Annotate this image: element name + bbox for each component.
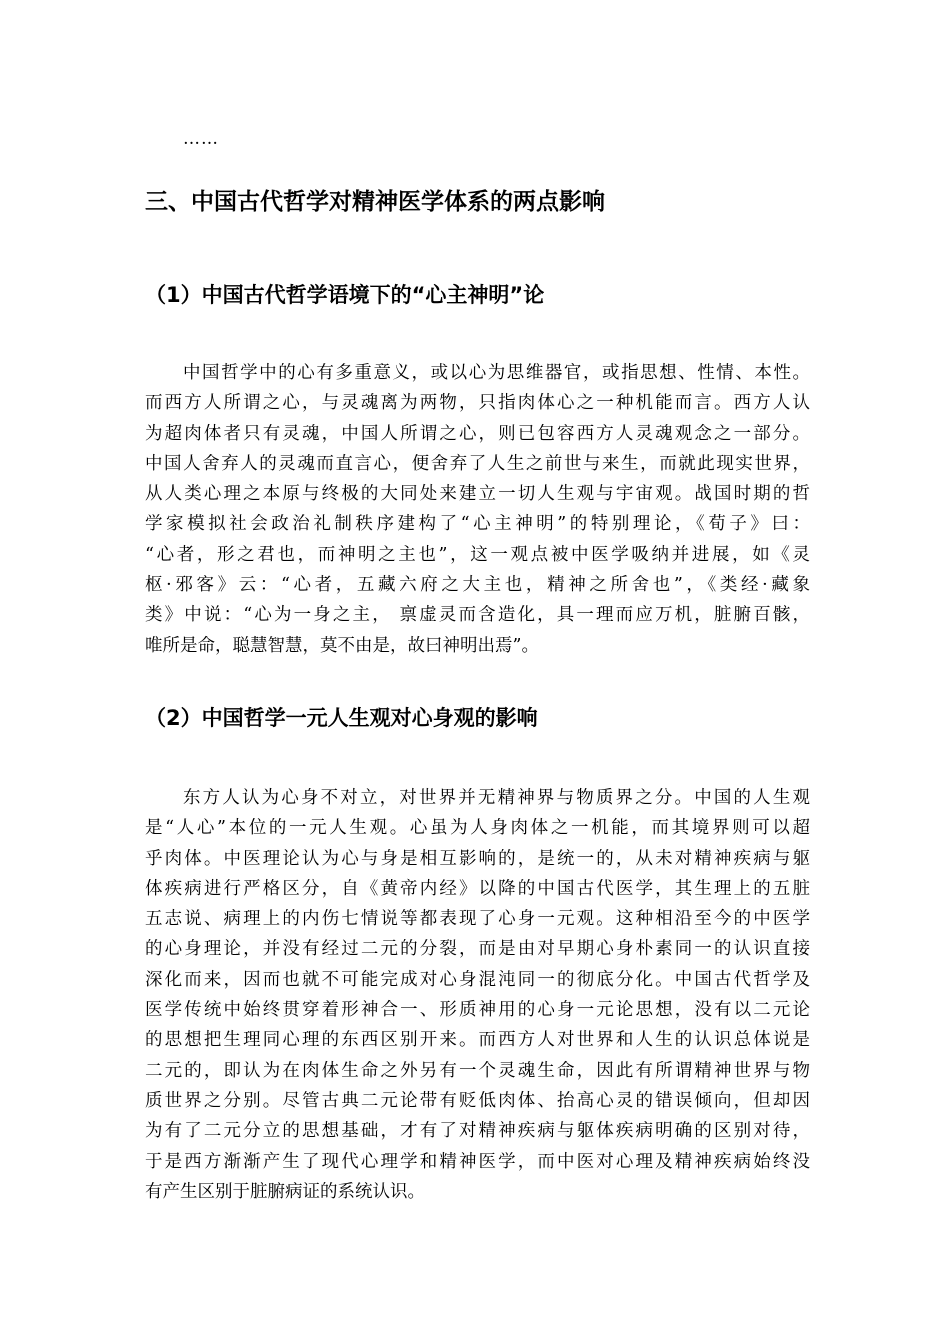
paragraph-line: 东方人认为心身不对立，对世界并无精神界与物质界之分。中国的人生观: [183, 788, 810, 808]
continuation-ellipsis: ……: [183, 129, 219, 149]
paragraph-line: 为有了二元分立的思想基础，才有了对精神疾病与躯体疾病明确的区别对待，: [145, 1121, 810, 1142]
paragraph-line: 深化而来，因而也就不可能完成对心身混沌同一的彻底分化。中国古代哲学及: [145, 969, 810, 990]
paragraph-line: 中国哲学中的心有多重意义，或以心为思维器官，或指思想、性情、本性。: [183, 363, 810, 383]
paragraph-line: 质世界之分别。尽管古典二元论带有贬低肉体、抬高心灵的错误倾向，但却因: [145, 1090, 810, 1111]
subsection-heading-1: （1）中国古代哲学语境下的“心主神明”论: [145, 283, 545, 307]
paragraph-line: 是“人心”本位的一元人生观。心虽为人身肉体之一机能，而其境界则可以超: [145, 818, 810, 839]
paragraph-line: 唯所是命，聪慧智慧，莫不由是，故曰神明出焉”。: [145, 635, 539, 656]
paragraph-line: 乎肉体。中医理论认为心与身是相互影响的，是统一的，从未对精神疾病与躯: [145, 848, 810, 869]
paragraph-line: 的思想把生理同心理的东西区别开来。而西方人对世界和人生的认识总体说是: [145, 1030, 810, 1051]
paragraph-line: 类》中说：“心为一身之主， 禀虚灵而含造化，具一理而应万机，脏腑百骸，: [145, 605, 810, 626]
paragraph-line: 中国人舍弃人的灵魂而直言心，便舍弃了人生之前世与来生，而就此现实世界，: [145, 453, 810, 474]
paragraph-line: 的心身理论，并没有经过二元的分裂，而是由对早期心身朴素同一的认识直接: [145, 939, 810, 960]
section-heading: 三、中国古代哲学对精神医学体系的两点影响: [145, 189, 605, 215]
paragraph-line: 体疾病进行严格区分，自《黄帝内经》以降的中国古代医学，其生理上的五脏: [145, 878, 810, 899]
paragraph-line: 学家模拟社会政治礼制秩序建构了“心主神明”的特别理论，《荀子》曰：: [145, 514, 810, 535]
paragraph-line: “心者，形之君也，而神明之主也”，这一观点被中医学吸纳并进展，如《灵: [145, 544, 810, 565]
subsection-heading-2: （2）中国哲学一元人生观对心身观的影响: [145, 706, 538, 730]
paragraph-line: 枢·邪客》云：“心者，五藏六府之大主也，精神之所舍也”，《类经·藏象: [145, 575, 810, 596]
paragraph-line: 于是西方渐渐产生了现代心理学和精神医学，而中医对心理及精神疾病始终没: [145, 1151, 810, 1172]
paragraph-line: 医学传统中始终贯穿着形神合一、形质神用的心身一元论思想，没有以二元论: [145, 1000, 810, 1021]
paragraph-2: [145, 783, 810, 1207]
paragraph-line: 而西方人所谓之心，与灵魂离为两物，只指肉体心之一种机能而言。西方人认: [145, 393, 810, 414]
paragraph-line: 有产生区别于脏腑病证的系统认识。: [145, 1181, 425, 1202]
paragraph-line: 为超肉体者只有灵魂，中国人所谓之心，则已包容西方人灵魂观念之一部分。: [145, 423, 810, 444]
paragraph-1: [145, 358, 810, 661]
paragraph-line: 从人类心理之本原与终极的大同处来建立一切人生观与宇宙观。战国时期的哲: [145, 484, 810, 505]
paragraph-line: 二元的，即认为在肉体生命之外另有一个灵魂生命，因此有所谓精神世界与物: [145, 1060, 810, 1081]
paragraph-line: 五志说、病理上的内伤七情说等都表现了心身一元观。这种相沿至今的中医学: [145, 909, 810, 930]
